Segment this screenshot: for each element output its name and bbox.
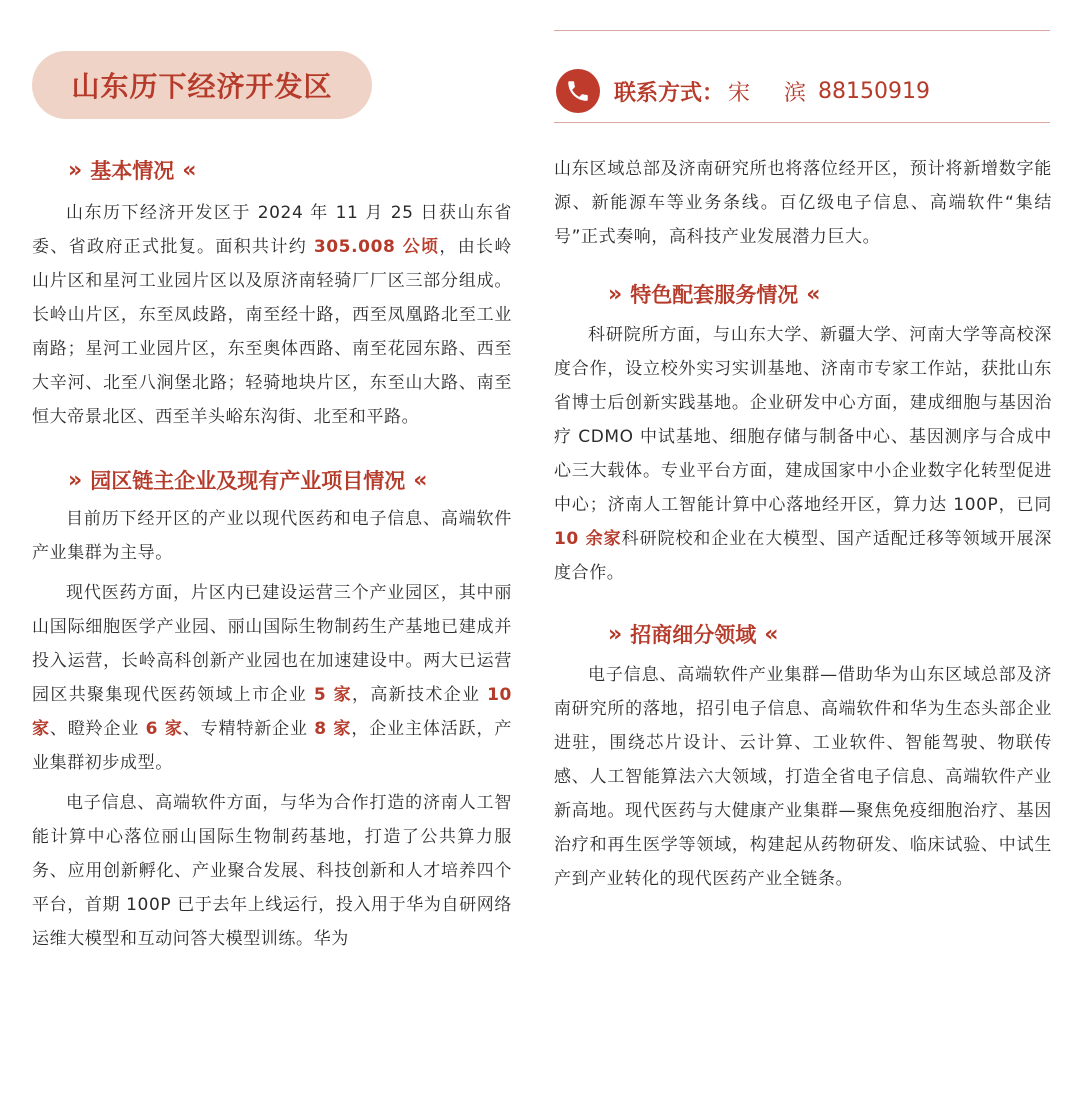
basic-paragraph: 山东历下经济开发区于 2024 年 11 月 25 日获山东省委、省政府正式批复。面积共计约 305.008 公顷，由长岭山片区和星河工业园片区以及原济南轻骑厂厂区三部分组成。长岭山片区，东至凤歧路，南至经十路，西至凤凰路北至工业南路；星河工业园片区，东至奥体西路、南至花园东路、西至大辛河、北至八涧堡北路；轻骑地块片区，东至山大路、南至恒大帝景北区、西至羊头峪东沟街、北至和平路。 [32, 203, 512, 427]
page-title-badge [32, 51, 372, 119]
section-heading-chain [32, 464, 512, 496]
section-title: 园区链主企业及现有产业项目情况 [90, 469, 406, 493]
chevron-left-icon: « [764, 621, 779, 647]
highlight-area: 305.008 公顷 [313, 237, 440, 257]
section-title: 招商细分领域 [630, 623, 757, 647]
section-heading-services [554, 278, 1052, 310]
services-paragraph: 科研院所方面，与山东大学、新疆大学、河南大学等高校深度合作，设立校外实习实训基地、济南市专家工作站，获批山东省博士后创新实践基地。企业研发中心方面，建成细胞与基因治疗 CDMO 中试基地、细胞存储与制备中心、基因测序与合成中心三大载体。专业平台方面，建成国家中小企业数字化转型促进中心；济南人工智能计算中心落地经开区，算力达 100P，已同10 余家科研院校和企业在大模型、国产适配迁移等领域开展深度合作。 [554, 325, 1052, 583]
chevron-right-icon: » [608, 281, 623, 307]
chain-paragraph-3-continued: 山东区域总部及济南研究所也将落位经开区，预计将新增数字能源、新能源车等业务条线。百亿级电子信息、高端软件“集结号”正式奏响，高科技产业发展潜力巨大。 [554, 159, 1052, 247]
contact-line [556, 68, 1050, 114]
chain-paragraph-3: 电子信息、高端软件方面，与华为合作打造的济南人工智能计算中心落位丽山国际生物制药基地，打造了公共算力服务、应用创新孵化、产业聚合发展、科技创新和人才培养四个平台，首期 100P 已于去年上线运行，投入用于华为自研网络运维大模型和互动问答大模型训练。华为 [32, 793, 512, 949]
chain-paragraph-2: 现代医药方面，片区内已建设运营三个产业园区，其中丽山国际细胞医学产业园、丽山国际生物制药生产基地已建成并投入运营，长岭高科创新产业园也在加速建设中。两大已运营园区共聚集现代医药领域上市企业 5 家，高新技术企业 10 家、瞪羚企业 6 家、专精特新企业 8 家，企业主体活跃，产业集群初步成型。 [32, 583, 512, 773]
phone-icon [556, 69, 600, 113]
chain-paragraph-1: 目前历下经开区的产业以现代医药和电子信息、高端软件产业集群为主导。 [32, 509, 512, 563]
chevron-right-icon: » [68, 157, 83, 183]
section-heading-basic [32, 154, 512, 186]
top-divider [554, 30, 1050, 31]
chevron-left-icon: « [182, 157, 197, 183]
contact-divider [554, 122, 1050, 123]
contact-phone: 88150919 [818, 78, 931, 104]
left-column [32, 154, 512, 956]
right-column [554, 152, 1052, 896]
highlight-count: 10 家 [32, 685, 512, 739]
highlight-count: 5 家 [313, 685, 352, 705]
section-title: 特色配套服务情况 [630, 283, 799, 307]
chevron-right-icon: » [608, 621, 623, 647]
page-title: 山东历下经济开发区 [71, 70, 333, 103]
highlight-count: 8 家 [314, 719, 352, 739]
chevron-left-icon: « [413, 467, 428, 493]
highlight-count: 6 家 [145, 719, 183, 739]
contact-name: 宋 滨 [728, 80, 813, 106]
chevron-left-icon: « [806, 281, 821, 307]
fields-paragraph: 电子信息、高端软件产业集群—借助华为山东区域总部及济南研究所的落地，招引电子信息、高端软件和华为生态头部企业进驻，围绕芯片设计、云计算、工业软件、智能驾驶、物联传感、人工智能算法六大领域，打造全省电子信息、高端软件产业新高地。现代医药与大健康产业集群—聚焦免疫细胞治疗、基因治疗和再生医学等领域，构建起从药物研发、临床试验、中试生产到产业转化的现代医药产业全链条。 [554, 665, 1052, 889]
section-title: 基本情况 [90, 159, 175, 183]
contact-label: 联系方式： [614, 80, 725, 106]
chevron-right-icon: » [68, 467, 83, 493]
section-heading-fields [554, 618, 1052, 650]
highlight-count: 10 余家 [554, 529, 622, 549]
